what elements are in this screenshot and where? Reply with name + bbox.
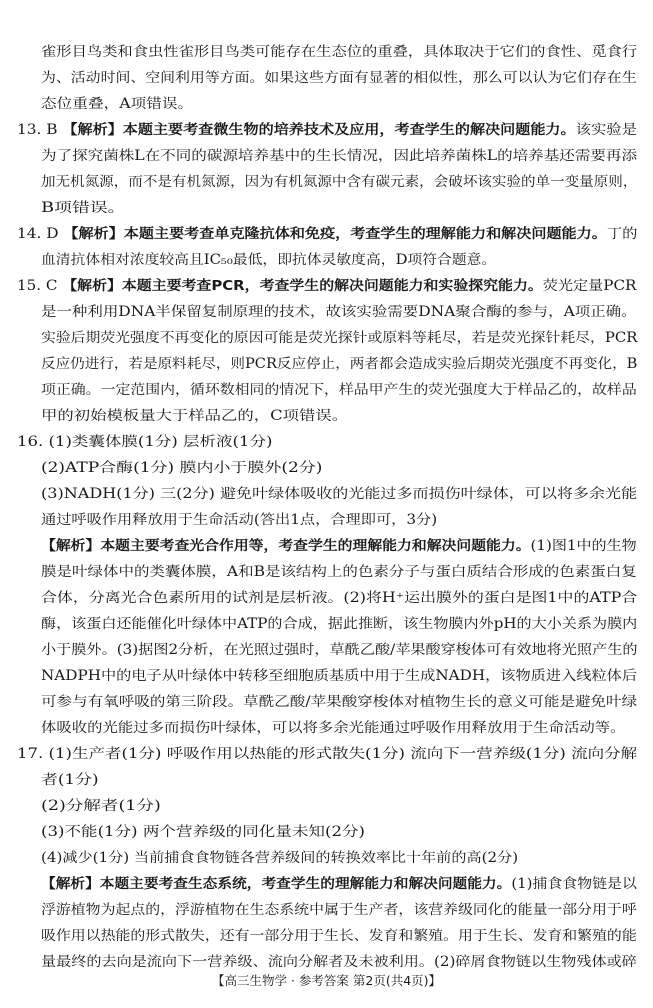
text-run: 17. (1)生产者(1分) 呼吸作用以热能的形式散失(1分) 流向下一营养级(1分) 流向分解	[17, 746, 638, 762]
text-line	[17, 274, 636, 298]
page-footer: 【高三生物学 · 参考答案 第2页(共4页)】	[211, 973, 442, 988]
text-line	[41, 612, 637, 636]
text-run: 实验后期荧光强度不再变化的原因可能是荧光探针或原料等耗尽，若是荧光探针耗尽，PCR	[41, 330, 638, 346]
text-line	[41, 898, 637, 922]
text-run: (2)ATP合酶(1分) 膜内小于膜外(2分)	[41, 460, 323, 476]
text-line	[41, 196, 125, 220]
text-line	[41, 586, 637, 610]
text-line	[41, 794, 161, 818]
text-run: 血清抗体相对浓度较高且IC₅₀最低，即抗体灵敏度高，D项符合题意。	[41, 252, 497, 268]
text-run: 13. B	[17, 122, 63, 138]
text-line	[41, 664, 637, 688]
text-line	[41, 820, 365, 844]
text-run: 该实验是	[575, 122, 637, 138]
text-run: 态位重叠，A项错误。	[41, 96, 194, 112]
text-line	[41, 482, 637, 506]
text-run: 16. (1)类囊体膜(1分) 层析液(1分)	[17, 434, 273, 450]
text-line	[41, 638, 638, 662]
text-run: 膜是叶绿体中的类囊体膜，A和B是该结构上的色素分子与蛋白质结合形成的色素蛋白复	[41, 564, 637, 580]
text-run: 浮游植物为起点的，浮游植物在生态系统中属于生产者，该营养级同化的能量一部分用于呼	[41, 902, 637, 918]
text-run: 量最终的去向是流向下一营养级、流向分解者及未被利用。(2)碎屑食物链以生物残体或碎	[41, 954, 637, 970]
text-line	[41, 404, 348, 428]
text-line	[41, 170, 637, 194]
bold-analysis-label: 【解析】本题主要考查光合作用等，考查学生的理解能力和解决问题能力。	[41, 539, 531, 554]
text-run: (3)不能(1分) 两个营养级的同化量未知(2分)	[41, 824, 365, 840]
bold-analysis-label: 【解析】本题主要考查PCR，考查学生的解决问题能力和实验探究能力。	[62, 279, 543, 294]
text-line	[41, 144, 637, 168]
text-line	[41, 872, 637, 896]
text-line	[41, 326, 637, 350]
text-run: 甲的初始模板量大于样品乙的，C项错误。	[41, 408, 349, 424]
text-run: B项错误。	[41, 200, 126, 216]
text-line	[41, 534, 637, 558]
text-run: 丁的	[606, 226, 638, 242]
text-run: 是一种利用DNA半保留复制原理的技术，故该实验需要DNA聚合酶的参与，A项正确。	[41, 304, 637, 320]
text-run: 雀形目鸟类和食虫性雀形目鸟类可能存在生态位的重叠，具体取决于它们的食性、觅食行	[41, 44, 638, 60]
text-run: (1)捕食食物链是以	[511, 876, 637, 892]
text-line	[41, 300, 637, 324]
text-line	[17, 118, 637, 142]
text-line	[41, 378, 637, 402]
text-line	[17, 742, 637, 766]
text-line	[41, 508, 437, 532]
text-line	[41, 248, 496, 272]
text-line	[17, 222, 637, 246]
text-run: (3)NADH(1分) 三(2分) 避免叶绿体吸收的光能过多而损伤叶绿体，可以将多余光能	[41, 486, 638, 502]
text-run: 荧光定量PCR	[542, 278, 637, 294]
text-run: 可参与有氧呼吸的第三阶段。草酰乙酸/苹果酸穿梭体对植物生长的意义可能是避免叶绿	[41, 694, 638, 710]
text-line	[41, 768, 99, 792]
text-run: 项正确。一定范围内，循环数相同的情况下，样品甲产生的荧光强度大于样品乙的，故样品	[41, 382, 637, 398]
text-line	[17, 430, 272, 454]
text-run: 15. C	[17, 278, 63, 294]
text-line	[41, 352, 637, 376]
text-run: 14. D	[17, 226, 64, 242]
text-run: 反应仍进行，若是原料耗尽，则PCR反应停止，两者都会造成实验后期荧光强度不再变化，B	[41, 356, 638, 372]
text-run: (4)减少(1分) 当前捕食食物链各营养级间的转换效率比十年前的高(2分)	[41, 850, 519, 866]
bold-analysis-label: 【解析】本题主要考查微生物的培养技术及应用，考查学生的解决问题能力。	[62, 123, 576, 138]
text-run: 加无机氮源，而不是有机氮源，因为有机氮源中含有碳元素，会破坏该实验的单一变量原则，	[41, 174, 638, 190]
text-line	[41, 92, 193, 116]
text-run: 为了探究菌株L在不同的碳源培养基中的生长情况，因此培养菌株L的培养基还需要再添	[41, 148, 638, 164]
text-line	[41, 716, 626, 740]
bold-analysis-label: 【解析】本题主要考查生态系统，考查学生的理解能力和解决问题能力。	[41, 877, 512, 892]
text-run: 合体，分离光合色素所用的试剂是层析液。(2)将H⁺运出膜外的蛋白是图1中的ATP合	[41, 590, 638, 606]
text-run: 者(1分)	[41, 772, 99, 788]
text-line	[41, 456, 322, 480]
text-run: (2)分解者(1分)	[41, 798, 161, 814]
text-run: 酶，该蛋白还能催化叶绿体中ATP的合成，据此推断，该生物膜内外pH的大小关系为膜内	[41, 616, 638, 632]
text-line	[41, 560, 637, 584]
text-line	[41, 66, 637, 90]
text-run: 小于膜外。(3)据图2分析，在光照过强时，草酰乙酸/苹果酸穿梭体可有效地将光照产生的	[41, 642, 638, 658]
text-line	[41, 690, 637, 714]
text-run: (1)图1中的生物	[530, 538, 637, 554]
bold-analysis-label: 【解析】本题主要考查单克隆抗体和免疫，考查学生的理解能力和解决问题能力。	[63, 227, 607, 242]
text-run: NADPH中的电子从叶绿体中转移至细胞质基质中用于生成NADH，该物质进入线粒体后	[41, 668, 638, 684]
text-line	[41, 40, 637, 64]
text-line	[41, 846, 518, 870]
text-run: 吸作用以热能的形式散失，还有一部分用于生长、发育和繁殖。用于生长、发育和繁殖的能	[41, 928, 637, 944]
text-run: 体吸收的光能过多而损伤叶绿体，可以将多余光能通过呼吸作用释放用于生命活动等。	[41, 720, 626, 736]
text-run: 为、活动时间、空间利用等方面。如果这些方面有显著的相似性，那么可以认为它们存在生	[41, 70, 637, 86]
text-run: 通过呼吸作用释放用于生命活动(答出1点，合理即可，3分)	[41, 512, 438, 528]
text-line	[41, 924, 637, 948]
